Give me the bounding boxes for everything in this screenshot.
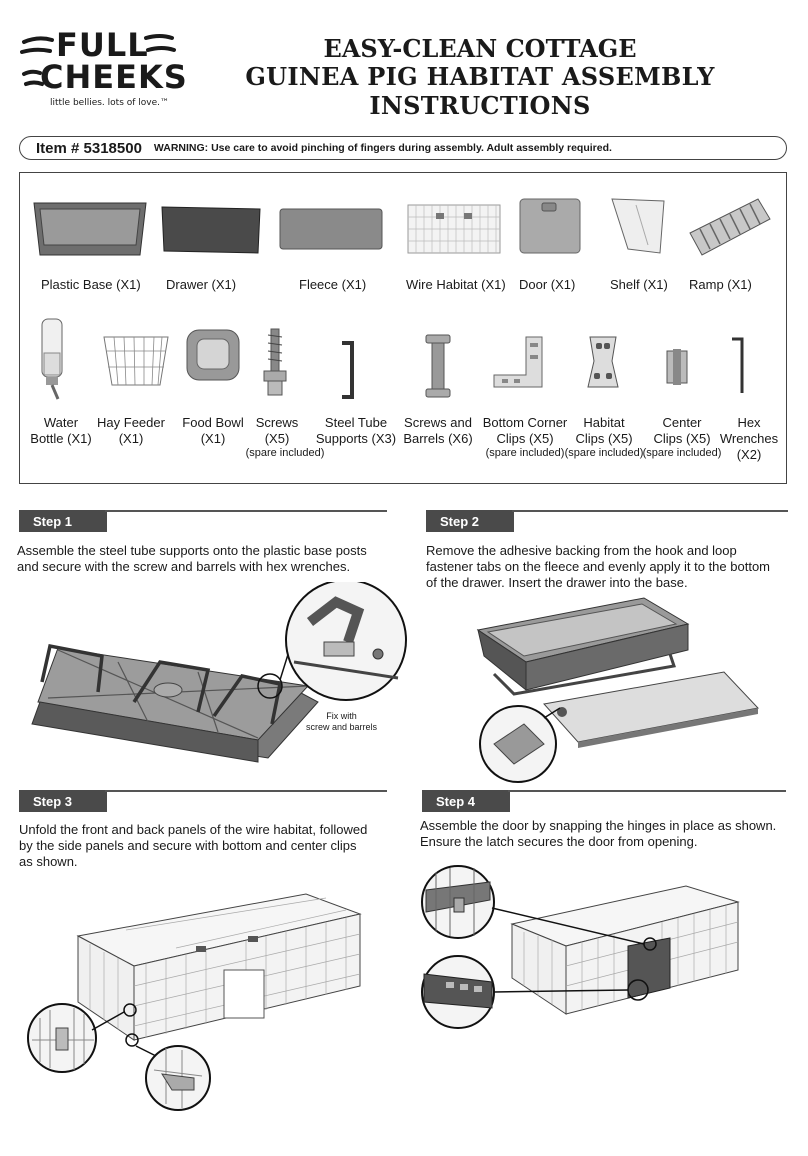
bottom-corner-clip-image xyxy=(490,335,552,393)
brand-logo xyxy=(20,24,188,116)
step-1-illustration xyxy=(18,582,408,782)
part-label-door: Door (X1) xyxy=(519,277,576,292)
plastic-base-image xyxy=(32,201,148,259)
step-1-text: Assemble the steel tube supports onto the plastic base posts and secure with the screw and barrels with hex wrenches. xyxy=(17,543,367,574)
parts-list xyxy=(19,172,787,484)
step-2-header xyxy=(426,510,788,532)
part-note-habitat-clips: (spare included) xyxy=(564,447,644,459)
part-label-habitat-clips: Habitat Clips (X5) xyxy=(575,415,633,446)
step-4-header xyxy=(422,790,786,812)
screw-image xyxy=(260,327,290,397)
habitat-clip-image xyxy=(584,333,622,391)
part-label-hay-feeder: Hay Feeder (X1) xyxy=(97,415,165,446)
logo-text-cheeks: CHEEKS xyxy=(40,58,188,96)
part-label-wire-habitat: Wire Habitat (X1) xyxy=(406,277,506,292)
part-label-screws: Screws (X5) xyxy=(255,415,299,446)
step-1-callout: Fix with screw and barrels xyxy=(306,711,378,732)
step-3-text: Unfold the front and back panels of the wire habitat, followed by the side panels and secure with bottom and center clips as shown. xyxy=(19,822,368,869)
step-1-label: Step 1 xyxy=(19,510,107,532)
center-clip-image xyxy=(664,347,690,387)
page-title-line2: GUINEA PIG HABITAT ASSEMBLY INSTRUCTIONS xyxy=(245,62,715,120)
step-4-label: Step 4 xyxy=(422,790,510,812)
part-note-screws: (spare included) xyxy=(245,447,325,459)
part-note-center-clips: (spare included) xyxy=(642,447,722,459)
door-image xyxy=(518,197,582,255)
step-3-label: Step 3 xyxy=(19,790,107,812)
part-label-food-bowl: Food Bowl (X1) xyxy=(182,415,244,446)
part-label-shelf: Shelf (X1) xyxy=(610,277,668,292)
hex-wrench-image xyxy=(728,335,750,397)
fleece-image xyxy=(278,207,384,251)
part-label-center-clips: Center Clips (X5) xyxy=(653,415,711,446)
page-title-line1: EASY-CLEAN COTTAGE xyxy=(323,34,637,63)
wire-habitat-image xyxy=(406,203,502,255)
logo-tagline: little bellies. lots of love.™ xyxy=(50,98,170,108)
step-4-text: Assemble the door by snapping the hinges in place as shown. Ensure the latch secures the door from opening. xyxy=(420,818,777,849)
step-2-illustration xyxy=(474,594,774,786)
step-1-header xyxy=(19,510,387,532)
steel-tube-support-image xyxy=(338,339,360,401)
item-number: Item # 5318500 xyxy=(36,139,142,157)
item-warning-bar xyxy=(19,136,787,160)
step-3-illustration xyxy=(26,890,386,1116)
warning-text: WARNING: Use care to avoid pinching of fingers during assembly. Adult assembly required. xyxy=(153,142,612,154)
step-2-text: Remove the adhesive backing from the hook and loop fastener tabs on the fleece and evenly apply it to the bottom of the drawer. Insert the drawer into the base. xyxy=(426,543,770,590)
step-4-illustration xyxy=(416,862,756,1034)
screws-barrels-image xyxy=(422,333,456,399)
part-label-screws-barrels: Screws and Barrels (X6) xyxy=(403,415,473,446)
part-label-fleece: Fleece (X1) xyxy=(299,277,367,292)
part-label-steel-tube: Steel Tube Supports (X3) xyxy=(315,415,397,446)
step-3-header xyxy=(19,790,387,812)
part-label-drawer: Drawer (X1) xyxy=(166,277,237,292)
part-label-hex-wrenches: Hex Wrenches (X2) xyxy=(719,415,779,462)
part-label-bottom-corner-clips: Bottom Corner Clips (X5) xyxy=(482,415,568,446)
drawer-image xyxy=(160,205,262,255)
ramp-image xyxy=(686,197,772,257)
logo-text-full: FULL xyxy=(56,26,149,64)
part-label-water-bottle: Water Bottle (X1) xyxy=(30,415,92,446)
part-label-plastic-base: Plastic Base (X1) xyxy=(41,277,141,292)
shelf-image xyxy=(608,197,668,255)
hay-feeder-image xyxy=(100,331,172,389)
part-label-ramp: Ramp (X1) xyxy=(689,277,752,292)
step-2-label: Step 2 xyxy=(426,510,514,532)
part-note-bottom-corner-clips: (spare included) xyxy=(485,447,565,459)
food-bowl-image xyxy=(184,327,242,383)
water-bottle-image xyxy=(38,317,68,401)
